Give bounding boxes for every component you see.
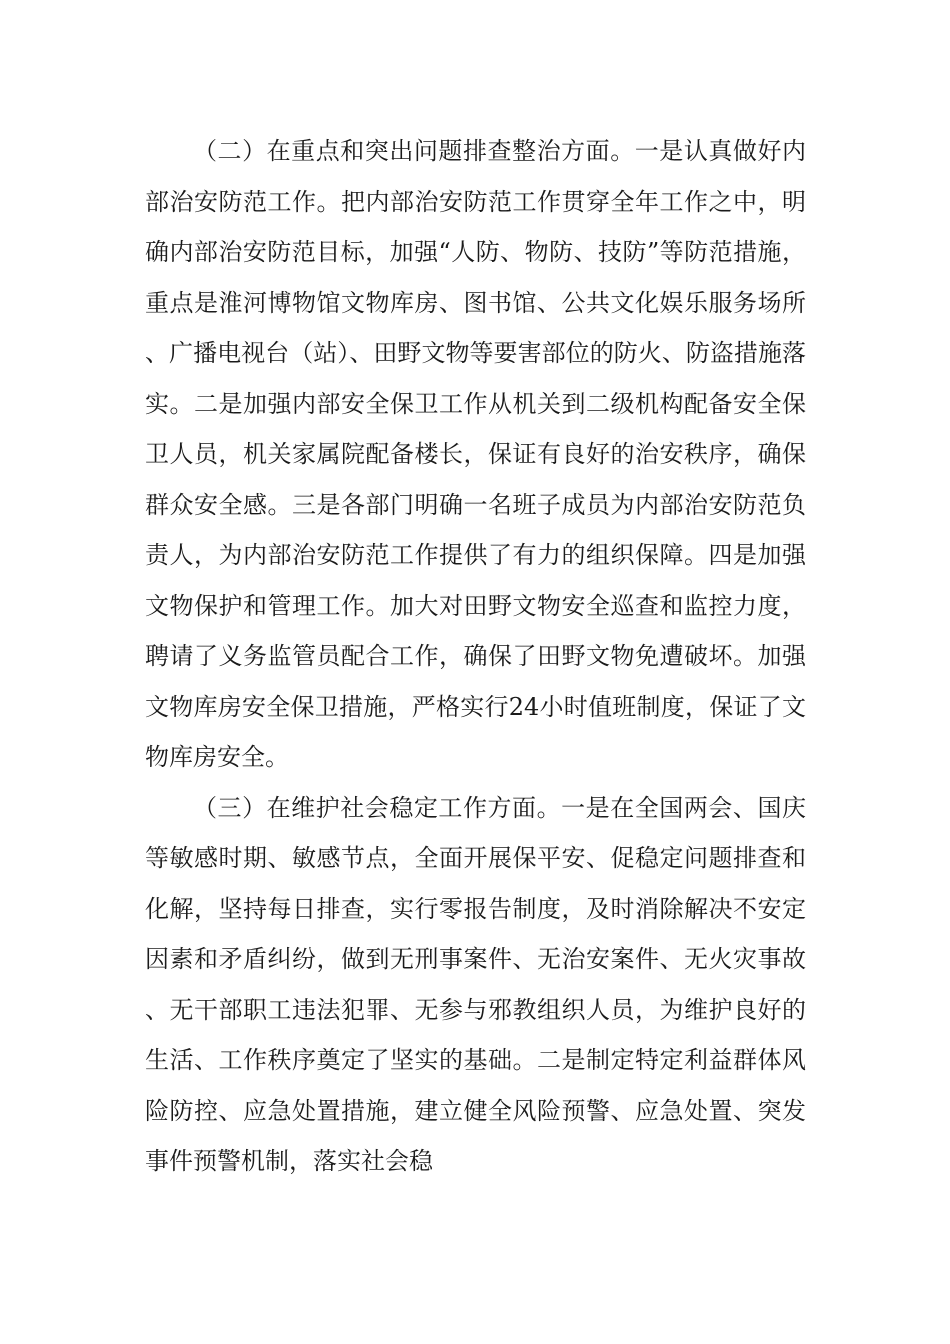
paragraph-security-inspection: （二）在重点和突出问题排查整治方面。一是认真做好内部治安防范工作。把内部治安防范工作贯穿全年工作之中，明确内部治安防范目标，加强“人防、物防、技防”等防范措施，重点是淮河博物馆文物库房、图书馆、公共文化娱乐服务场所、广播电视台（站）、田野文物等要害部位的防火、防盗措施落实。二是加强内部安全保卫工作从机关到二级机构配备安全保卫人员，机关家属院配备楼长，保证有良好的治安秩序，确保群众安全感。三是各部门明确一名班子成员为内部治安防范负责人，为内部治安防范工作提供了有力的组织保障。四是加强文物保护和管理工作。加大对田野文物安全巡查和监控力度，聘请了义务监管员配合工作，确保了田野文物免遭破坏。加强文物库房安全保卫措施，严格实行24小时值班制度，保证了文物库房安全。 <box>145 137 806 771</box>
paragraph-social-stability: （三）在维护社会稳定工作方面。一是在全国两会、国庆等敏感时期、敏感节点，全面开展保平安、促稳定问题排查和化解，坚持每日排查，实行零报告制度，及时消除解决不安定因素和矛盾纠纷，做到无刑事案件、无治安案件、无火灾事故、无干部职工违法犯罪、无参与邪教组织人员，为维护良好的生活、工作秩序奠定了坚实的基础。二是制定特定利益群体风险防控、应急处置措施，建立健全风险预警、应急处置、突发事件预警机制，落实社会稳 <box>145 793 806 1175</box>
document-body <box>145 126 806 1187</box>
